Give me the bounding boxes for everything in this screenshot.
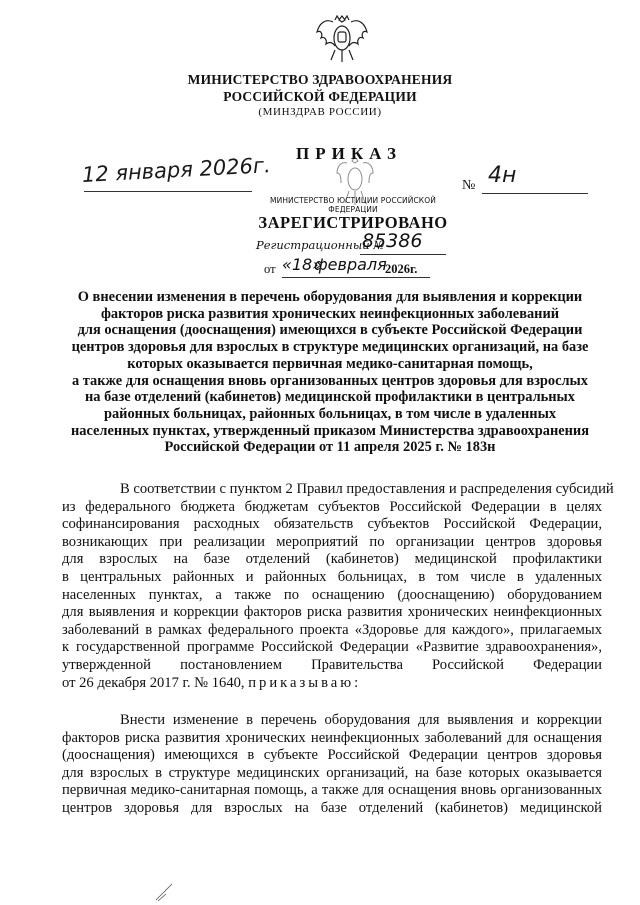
- paragraph-line: к государственной программе Российской Федерации «Развитие здравоохранения»,: [62, 639, 602, 656]
- stamp-date-underline: [282, 277, 430, 278]
- decree-reference: от 26 декабря 2017 г. № 1640,: [62, 674, 245, 691]
- paragraph-line: из федерального бюджета бюджетам субъектов Российской Федерации в целях: [62, 498, 602, 515]
- paragraph-line: Внести изменение в перечень оборудования для выявления и коррекции: [120, 712, 602, 728]
- paragraph-line: центров здоровья для взрослых на базе отделений (кабинетов) медицинской: [62, 799, 602, 816]
- stamp-reg-number-value: 85386: [362, 230, 423, 252]
- title-line: центров здоровья для взрослых в структуре медицинских организаций, на базе: [71, 339, 589, 356]
- paragraph-line: заболеваний в рамках федерального проекта «Здоровье для каждого», прилагаемых: [62, 621, 602, 638]
- paragraph-line: для выявления и коррекции факторов риска развития хронических неинфекционных: [62, 604, 602, 621]
- stamp-registered: ЗАРЕГИСТРИРОВАНО: [258, 213, 448, 232]
- order-number-handwritten: 4н: [488, 163, 517, 188]
- ministry-name-line2: РОССИЙСКОЙ ФЕДЕРАЦИИ: [223, 89, 417, 104]
- paragraph-line: в центральных районных и районных больницах, в том числе в удаленных: [62, 568, 602, 585]
- order-number-underline: [482, 193, 588, 194]
- order-number-label: №: [462, 178, 476, 193]
- title-line: Российской Федерации от 11 апреля 2025 г. № 183н: [164, 439, 496, 456]
- preamble-paragraph: [62, 481, 614, 692]
- stamp-ministry-of-justice: МИНИСТЕРСТВО ЮСТИЦИИ РОССИЙСКОЙ ФЕДЕРАЦИИ: [270, 196, 436, 214]
- stamp-date-day: «18»: [282, 255, 323, 274]
- title-line: факторов риска развития хронических неинфекционных заболеваний: [100, 305, 560, 322]
- paragraph-line: первичная медико-санитарная помощь, а также для оснащения вновь организованных: [62, 782, 602, 799]
- order-date-handwritten: 12 января 2026г.: [81, 153, 272, 187]
- ministry-name-line1: МИНИСТЕРСТВО ЗДРАВООХРАНЕНИЯ: [187, 72, 453, 87]
- paragraph-line: для взрослых на базе отделений (кабинетов) медицинской профилактики: [62, 551, 602, 568]
- paragraph-line: (дооснащения) имеющихся в субъекте Российской Федерации центров здоровья: [62, 747, 602, 764]
- title-line: населенных пунктах, утвержденный приказом Министерства здравоохранения: [71, 422, 589, 439]
- paragraph-last-line: [62, 675, 602, 693]
- paragraph-line: утвержденной постановлением Правительства Российской Федерации: [62, 656, 602, 673]
- stamp-date-year: 2026г.: [385, 262, 418, 276]
- paragraph-line: софинансирования расходных обязательств субъектов Российской Федерации,: [62, 516, 602, 533]
- stamp-date-prefix: от: [264, 262, 276, 276]
- paragraph-line: возникающих при реализации мероприятий по организации центров здоровья: [62, 533, 602, 550]
- title-line: на базе отделений (кабинетов) медицинской профилактики в центральных: [84, 389, 575, 406]
- stamp-date-month: февраля: [314, 255, 387, 274]
- pen-mark: [154, 882, 176, 902]
- document-title: [56, 289, 604, 456]
- coat-of-arms-icon: [311, 10, 373, 66]
- order-date-underline: [84, 191, 252, 192]
- title-line: для оснащения (дооснащения) имеющихся в субъекте Российской Федерации: [77, 322, 583, 339]
- title-line: а также для оснащения вновь организованных центров здоровья для взрослых: [72, 372, 588, 389]
- paragraph-line: для взрослых в структуре медицинских организаций, на базе которых оказывается: [62, 764, 602, 781]
- ministry-short-name: (МИНЗДРАВ РОССИИ): [258, 106, 382, 118]
- title-line: которых оказывается первичная медико-санитарная помощь,: [127, 355, 533, 372]
- order-verb: приказываю:: [248, 674, 362, 691]
- order-title: ПРИКАЗ: [296, 144, 402, 163]
- title-line: О внесении изменения в перечень оборудования для выявления и коррекции: [77, 289, 583, 305]
- stamp-reg-number-label: Регистрационный №: [256, 238, 385, 252]
- paragraph-line: факторов риска развития хронических неинфекционных заболеваний для оснащения: [62, 729, 602, 746]
- paragraph-line: населенных пунктах, а также по оснащению (дооснащению) оборудованием: [62, 586, 602, 603]
- operative-paragraph: [62, 712, 602, 818]
- title-line: районных больницах, районных больницах, в том числе в удаленных: [103, 405, 557, 422]
- paragraph-line: В соответствии с пунктом 2 Правил предоставления и распределения субсидий: [120, 481, 614, 497]
